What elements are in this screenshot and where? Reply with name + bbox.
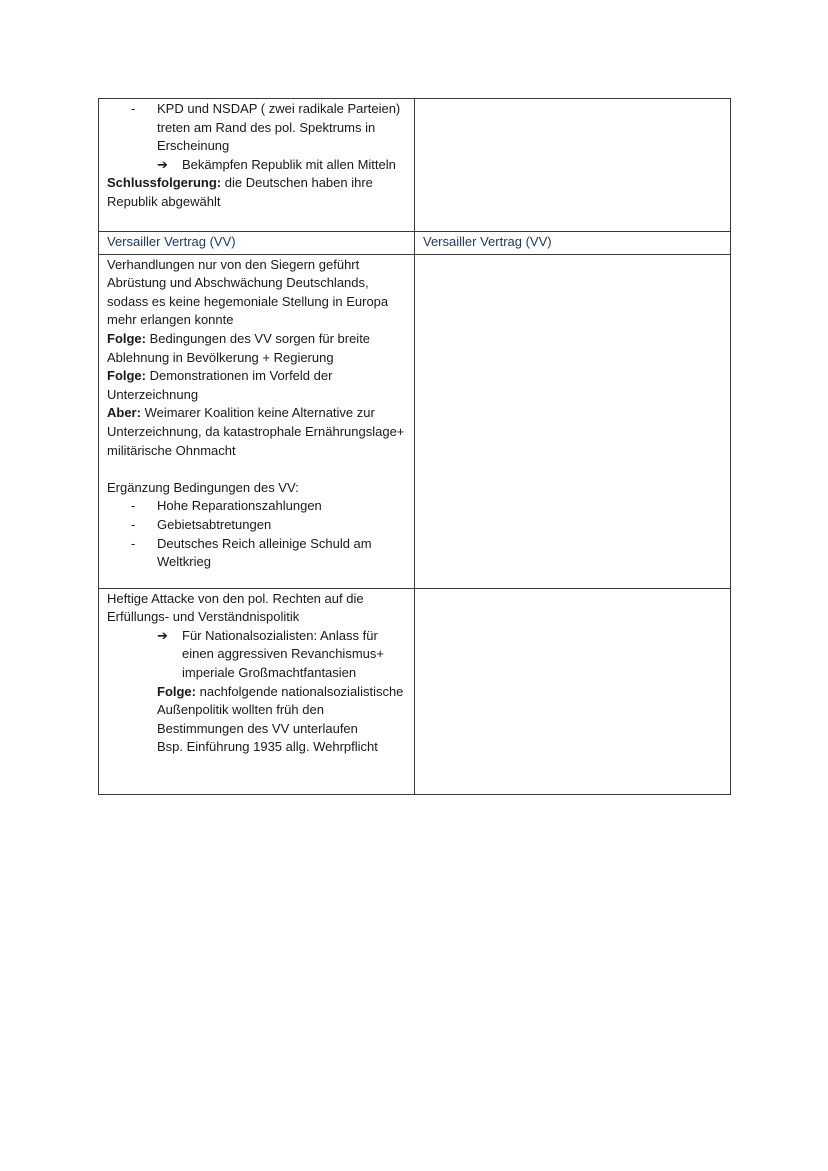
table-cell-left (99, 254, 415, 588)
table-row (99, 99, 731, 232)
aber-label: Aber: (107, 405, 141, 421)
bullet-item (107, 535, 406, 572)
table-cell-right (415, 254, 731, 588)
bullet-text: Deutsches Reich alleinige Schuld am Weltkrieg (157, 535, 372, 570)
folge-text: Demonstrationen im Vorfeld der Unterzeichnung (107, 368, 333, 402)
table-cell-left (99, 588, 415, 794)
folge-line (107, 330, 406, 367)
notes-table (98, 98, 731, 795)
table-row (99, 588, 731, 794)
conclusion-line (107, 174, 406, 211)
bullet-item (107, 516, 406, 535)
arrow-item (107, 156, 406, 175)
arrow-right-icon: ➔ (157, 156, 168, 172)
arrow-text: Bekämpfen Republik mit allen Mitteln (182, 156, 396, 172)
folge-line (107, 683, 406, 739)
folge-label: Folge: (107, 330, 146, 346)
bullet-text: Hohe Reparationszahlungen (157, 498, 322, 514)
folge-label: Folge: (107, 368, 146, 384)
dash-icon: - (131, 535, 136, 551)
table-cell-right (415, 99, 731, 232)
folge-text: nachfolgende nationalsozialistische Außenpolitik wollten früh den Bestimmungen des VV unterlaufen (157, 683, 404, 736)
text-line: Verhandlungen nur von den Siegern geführt (107, 256, 360, 272)
section-heading-left: Versailler Vertrag (VV) (99, 232, 415, 255)
spacer (107, 460, 406, 479)
aber-line (107, 404, 406, 460)
text-line: Ergänzung Bedingungen des VV: (107, 479, 299, 495)
arrow-item (107, 627, 406, 683)
text-line: Abrüstung und Abschwächung Deutschlands, sodass es keine hegemoniale Stellung in Europa mehr erlangen konnte (107, 275, 389, 328)
arrow-right-icon: ➔ (157, 627, 168, 643)
dash-icon: - (131, 101, 136, 116)
text-line: Heftige Attacke von den pol. Rechten auf die Erfüllungs- und Verständnispolitik (107, 590, 364, 625)
bullet-item (107, 497, 406, 516)
conclusion-label: Schlussfolgerung: (107, 175, 222, 191)
dash-icon: - (131, 516, 136, 532)
table-cell-left (99, 99, 415, 232)
table-row (99, 232, 731, 255)
bullet-text: Gebietsabtretungen (157, 516, 272, 532)
arrow-text: Für Nationalsozialisten: Anlass für einen aggressiven Revanchismus+ imperiale Großmachtfantasien (182, 627, 384, 680)
folge-label: Folge: (157, 683, 196, 699)
table-row (99, 254, 731, 588)
conclusion-text: die Deutschen haben ihre Republik abgewählt (107, 175, 373, 209)
example-line: Bsp. Einführung 1935 allg. Wehrpflicht (157, 739, 378, 755)
section-heading-right: Versailler Vertrag (VV) (415, 232, 731, 255)
dash-icon: - (131, 498, 136, 514)
table-cell-right (415, 588, 731, 794)
aber-text: Weimarer Koalition keine Alternative zur Unterzeichnung, da katastrophale Ernährungslage+ militärische Ohnmacht (107, 405, 405, 458)
bullet-text: KPD und NSDAP ( zwei radikale Parteien) treten am Rand des pol. Spektrums in Erscheinung (157, 101, 401, 154)
bullet-item (107, 100, 406, 156)
folge-text: Bedingungen des VV sorgen für breite Ablehnung in Bevölkerung + Regierung (107, 330, 371, 365)
folge-line (107, 367, 406, 404)
